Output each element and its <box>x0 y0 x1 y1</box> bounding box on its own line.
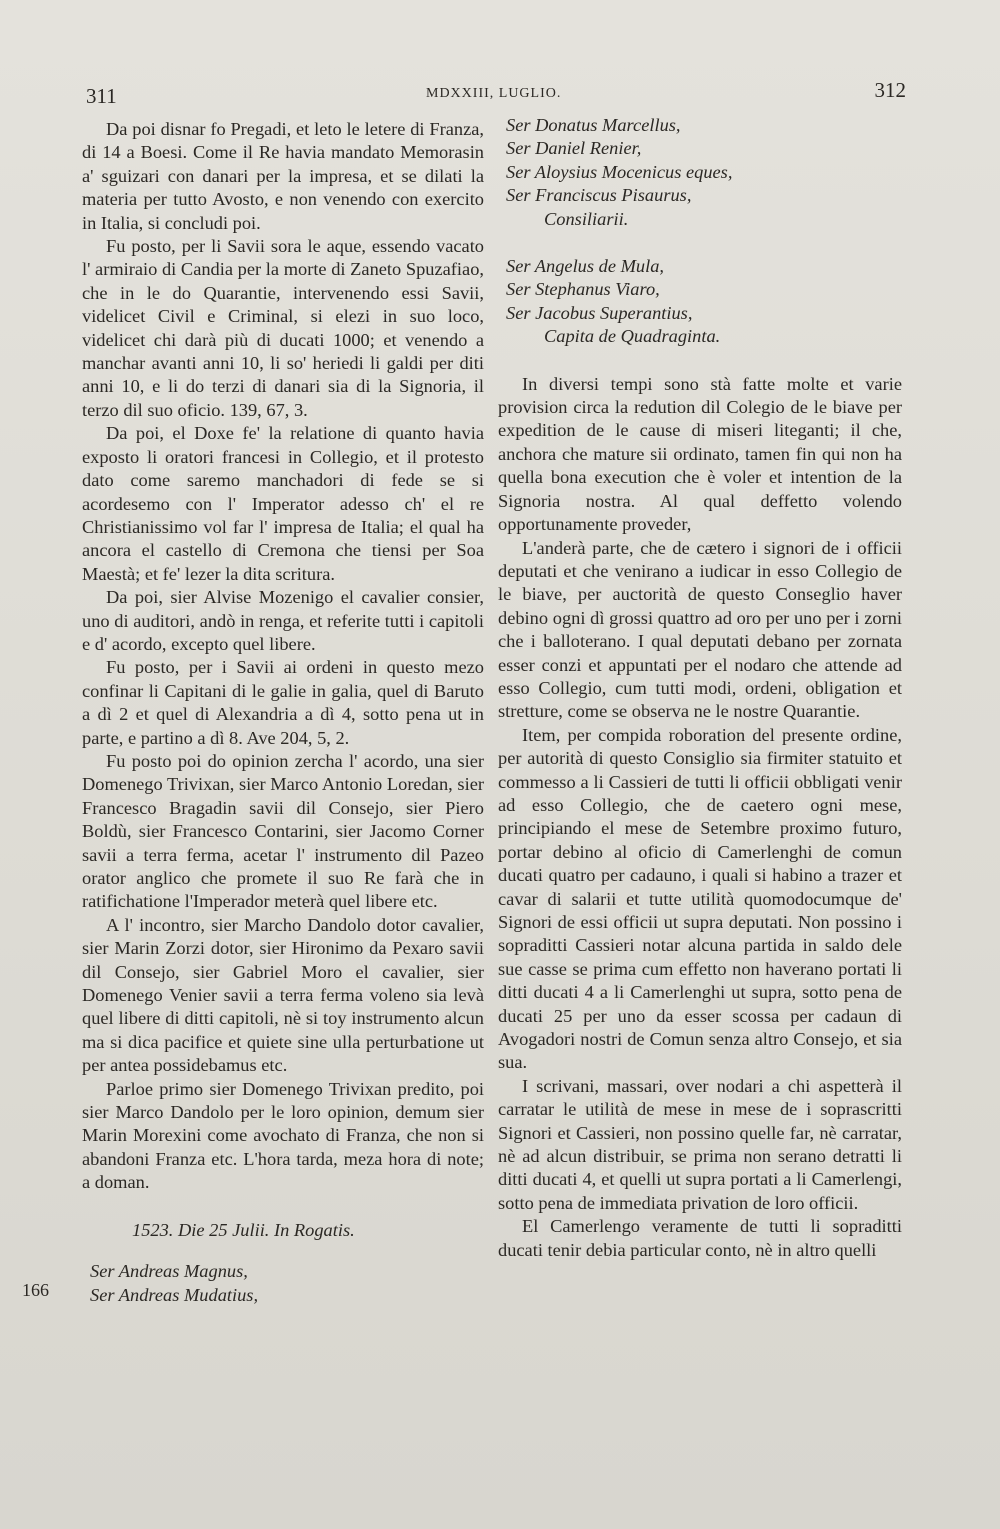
paragraph: In diversi tempi sono stà fatte molte et varie provision circa la redution dil Colegio de le biave per expedition de le cause di miseri liteganti; il che, anchora che mature sii ordinato, tamen fin qui non ha quella bona execution che è voler et intention de la Signoria nostra. Al qual deffetto volendo opportunamente proveder, <box>498 373 902 535</box>
left-column <box>82 118 484 1307</box>
paragraph: Da poi, el Doxe fe' la relatione di quanto havia exposto li oratori francesi in Collegio, et il protesto dato come saremo manchadori di fede se si acordesemo con l' Imperator adesso ch' el re Christianissimo vol far l' impresa de Italia; el qual ha ancora el castello di Cremona che tiensi per Soa Maestà; et fe' lezer la dita scritura. <box>82 423 484 584</box>
paragraph: Fu posto poi do opinion zercha l' acordo, una sier Domenego Trivixan, sier Marco Antonio Loredan, sier Francesco Bragadin savii dil Consejo, sier Piero Boldù, sier Francesco Contarini, sier Jacomo Corner savii a terra ferma, acetar l' instrumento dil Pazeo orator anglico che promete il suo Re farà che in ratifichatione l'Imperador meterà quel libere etc. <box>82 750 484 912</box>
name-entry: Ser Stephanus Viaro, <box>506 279 660 300</box>
paragraph: Da poi, sier Alvise Mozenigo el cavalier consier, uno di auditori, andò in renga, et referite tutti i capitoli e d' acordo, excepto quel libere. <box>82 587 484 654</box>
capita-list <box>498 255 902 349</box>
paragraph: L'anderà parte, che de cætero i signori de i officii deputati et che venirano a iudicar in esso Collegio de le biave, per auctorità de questo Conseglio haver debino ogni dì grossi quattro ad oro per uno per i zorni che i balloterano. I qual deputati debano per zornata esser conzi et appuntati per el nodaro che attende ad esso Collegio, cum tutti modi, ordeni, obligation et stretture, come se observa ne le nostre Quarantie. <box>498 537 902 722</box>
name-entry: Ser Angelus de Mula, <box>506 256 664 277</box>
paragraph: Fu posto, per i Savii ai ordeni in questo mezo confinar li Capitani di le galie in galia, quel di Baruto a dì 2 et quel di Alexandria a dì 4, sotto pena ut in parte, e partino a dì 8. Ave 204, 5, 2. <box>82 657 484 748</box>
name-list <box>82 1260 484 1307</box>
session-date-heading: 1523. Die 25 Julii. In Rogatis. <box>132 1219 355 1240</box>
paragraph: Da poi disnar fo Pregadi, et leto le letere di Franza, di 14 a Boesi. Come il Re havia mandato Memorasin a' sguizari con danari per la impresa, et se dilati la materia per tutto Avosto, e non venendo con exercito in Italia, si concludi poi. <box>82 119 484 233</box>
name-entry: Ser Franciscus Pisaurus, <box>506 185 692 206</box>
right-page-number: 312 <box>874 78 906 102</box>
page-header <box>86 78 906 108</box>
margin-note-number: 166 <box>22 1280 49 1300</box>
group-label: Capita de Quadraginta. <box>544 326 721 347</box>
name-entry: Ser Andreas Mudatius, <box>90 1284 259 1305</box>
paragraph: El Camerlengo veramente de tutti li sopraditti ducati tenir debia particular conto, nè in altro quelli <box>498 1216 902 1260</box>
name-entry: Ser Jacobus Superantius, <box>506 302 693 323</box>
paragraph: Item, per compida roboration del presente ordine, per autorità di questo Consiglio sia firmiter statuito et commesso a li Cassieri de tutti li officii obbligati venir ad esso Collegio, che de caetero ogni mese, principiando el mese de Setembre proximo futuro, portar debino al oficio di Camerlenghi de comun ducati quatro per cadauno, i quali si habino a trazer et cavar di salarii et tutte utilità quomodocumque de' Signori de essi officii ut supra deputati. Non possino i sopraditti Cassieri notar alcuna partida in saldo dele sue casse se prima cum effetto non haverano portati li ditti ducati 4 a li Camerlenghi ut supra, sotto pena de ducati 25 per uno da esser scossa per cadaun di Avogadori nostri de Comun senza altro Consejo, et sia sua. <box>498 724 902 1073</box>
paragraph: Parloe primo sier Domenego Trivixan predito, poi sier Marco Dandolo per le loro opinion, demum sier Marin Morexini come avochato di Franza, che non si abandoni Franza etc. L'hora tarda, meza hora di note; a doman. <box>82 1078 484 1193</box>
running-title: MDXXIII, LUGLIO. <box>426 86 562 101</box>
name-entry: Ser Aloysius Mocenicus eques, <box>506 161 733 182</box>
name-entry: Ser Donatus Marcellus, <box>506 115 681 135</box>
paragraph: A l' incontro, sier Marcho Dandolo dotor cavalier, sier Marin Zorzi dotor, sier Hironimo da Pexaro savii dil Consejo, sier Gabriel Moro el cavalier, sier Domenego Venier savii a terra ferma voleno sia levà quel libere di ditti capitoli, nè si toy instrumento alcun ma si dica pacifice et quiete sine ulla perturbatione ut per antea possidebamus etc. <box>82 914 484 1076</box>
name-entry: Ser Daniel Renier, <box>506 138 642 159</box>
paragraph: I scrivani, massari, over nodari a chi aspetterà il carratar le utilità de mese in mese de i soprascritti Signori et Cassieri, non possino quelle far, nè carratar, nè ad alcun distribuir, se prima non serano detratti li ditti ducati 4, et quelli ut supra portati a li Camerlengi, sotto pena de immediata privation de loro officii. <box>498 1075 902 1213</box>
left-page-number: 311 <box>86 84 117 108</box>
right-column <box>498 114 902 1262</box>
group-label: Consiliarii. <box>544 208 629 229</box>
name-entry: Ser Andreas Magnus, <box>90 1261 248 1282</box>
consiliarii-list <box>498 114 902 231</box>
paragraph: Fu posto, per li Savii sora le aque, essendo vacato l' armiraio di Candia per la morte di Zaneto Spuzafiao, che in le do Quarantie, intervenendo essi Savii, videlicet Civil e Criminal, si elezi in suo loco, videlicet chi darà più di ducati 1000; et venendo a manchar avanti anni 10, li so' heriedi li galdi per diti anni 10, e li do terzi di danari sia di la Signoria, il terzo dil suo oficio. 139, 67, 3. <box>82 236 484 420</box>
